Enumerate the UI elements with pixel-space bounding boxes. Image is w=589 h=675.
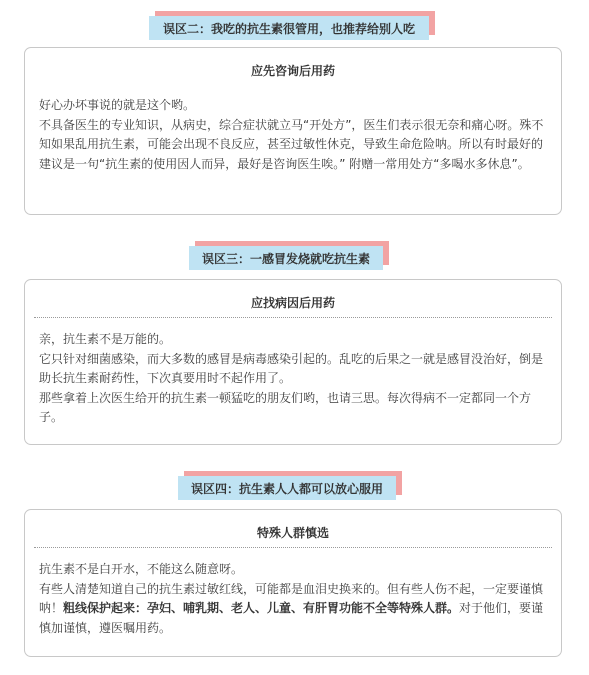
- card-body: [25, 548, 561, 638]
- card-paragraph: 那些拿着上次医生给开的抗生素一顿猛吃的朋友们哟，也请三思。每次得病不一定都同一个方子。: [39, 390, 532, 424]
- card-paragraph: 亲，抗生素不是万能的。: [39, 332, 172, 346]
- card-title: 特殊人群慎选: [34, 510, 552, 548]
- section-heading-2: [149, 16, 429, 40]
- card-paragraph: 不具备医生的专业知识，从病史，综合症状就立马“开处方”，医生们表示很无奈和痛心呀。殊不知如果乱用抗生素，可能会出现不良反应，甚至过敏性休克，导致生命危险呐。所以有时最好的建议是一句“抗生素的使用因人而异，最好是咨询医生唉。” 附赠一常用处方“多喝水多休息”。: [39, 117, 544, 171]
- info-card-2: [24, 47, 562, 215]
- heading-label: 误区三：一感冒发烧就吃抗生素: [189, 246, 383, 270]
- card-paragraph: 好心办坏事说的就是这个哟。: [39, 98, 196, 112]
- card-paragraph: 抗生素不是白开水，不能这么随意呀。: [39, 562, 244, 576]
- card-paragraph: 它只针对细菌感染，而大多数的感冒是病毒感染引起的。乱吃的后果之一就是感冒没治好，倒是助长抗生素耐药性，下次真要用时不起作用了。: [39, 351, 544, 385]
- card-title: 应找病因后用药: [34, 280, 552, 318]
- card-body: [25, 318, 561, 428]
- card-paragraph: [39, 580, 547, 639]
- section-heading-4: [178, 476, 396, 500]
- heading-label: 误区二：我吃的抗生素很管用，也推荐给别人吃: [149, 16, 429, 40]
- info-card-3: [24, 279, 562, 445]
- emphasis-text: 粗线保护起来：孕妇、哺乳期、老人、儿童、有肝胃功能不全等特殊人群。: [63, 601, 460, 615]
- section-heading-3: [189, 246, 383, 270]
- card-title: 应先咨询后用药: [250, 64, 335, 78]
- text-run: 有些人清楚知道自己的抗生素过敏红线，可能都是血泪史换来的。但有些人伤不起，一定要谨慎呐！: [39, 581, 544, 615]
- heading-label: 误区四：抗生素人人都可以放心服用: [178, 476, 396, 500]
- text-run: 对于他们，要谨慎加谨慎，遵医嘱用药。: [39, 601, 544, 635]
- card-body: [25, 86, 561, 174]
- info-card-4: [24, 509, 562, 657]
